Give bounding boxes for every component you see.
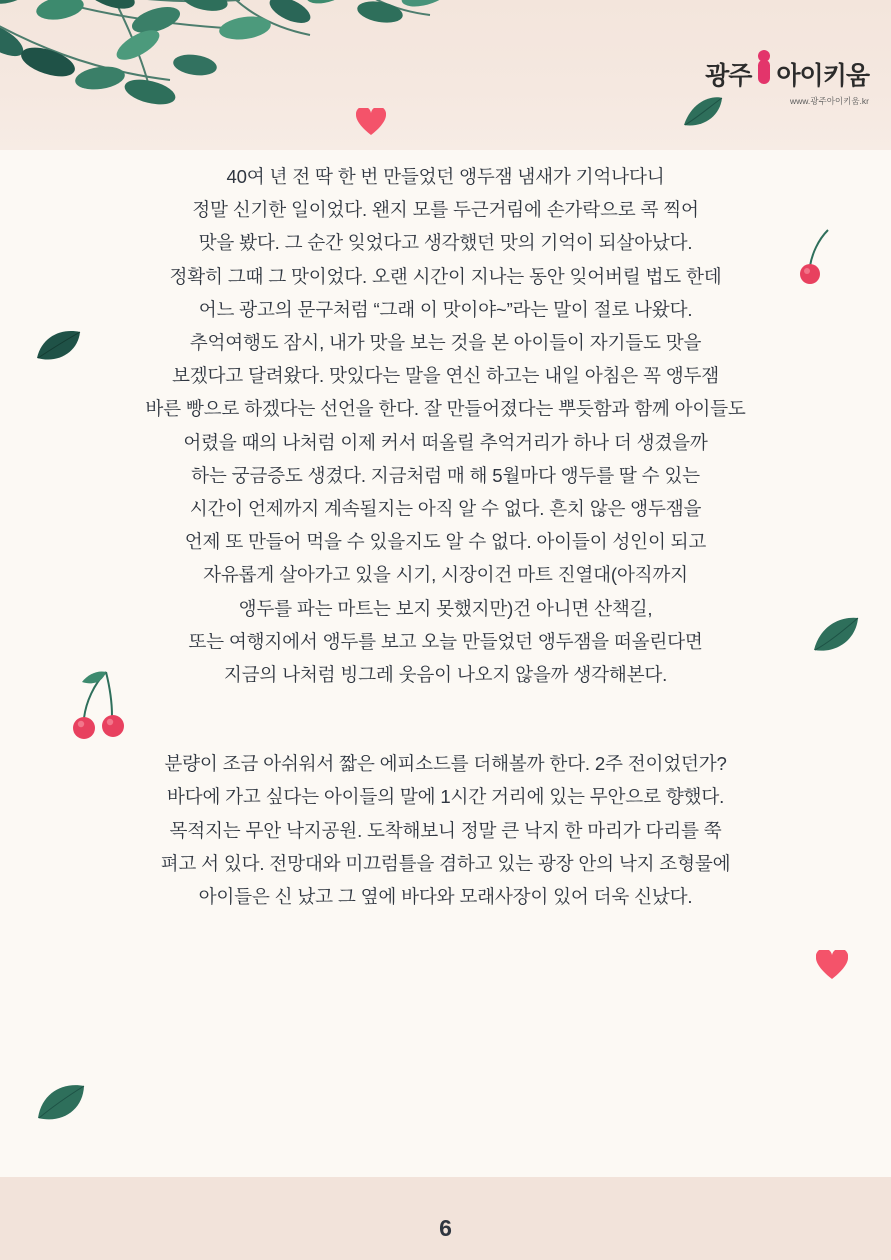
text-line: 앵두를 파는 마트는 보지 못했지만)건 아니면 산책길,	[238, 597, 653, 619]
text-line: 40여 년 전 딱 한 번 만들었던 앵두잼 냄새가 기억나다니	[226, 166, 665, 187]
leaf-icon	[36, 1082, 86, 1124]
text-line: 또는 여행지에서 앵두를 보고 오늘 만들었던 앵두잼을 떠올린다면	[188, 630, 703, 652]
paragraph-2	[0, 747, 891, 913]
text-line: 바다에 가고 싶다는 아이들의 말에 1시간 거리에 있는 무안으로 향했다.	[166, 786, 725, 808]
logo-text-left: 광주	[705, 62, 752, 90]
page-number: 6	[439, 1215, 452, 1241]
text-line: 하는 궁금증도 생겼다. 지금처럼 매 해 5월마다 앵두를 딸 수 있는	[191, 464, 700, 486]
logo-url: www.광주아이키움.kr	[789, 96, 869, 106]
text-line: 언제 또 만들어 먹을 수 있을지도 알 수 없다. 아이들이 성인이 되고	[184, 531, 707, 553]
text-line: 바른 빵으로 하겠다는 선언을 한다. 잘 만들어졌다는 뿌듯함과 함께 아이들도	[145, 398, 746, 420]
article-content	[0, 160, 891, 913]
i-character-icon	[754, 52, 773, 84]
text-line: 분량이 조금 아쉬워서 짧은 에피소드를 더해볼까 한다. 2주 전이었던가?	[164, 753, 727, 775]
text-line: 맛을 봤다. 그 순간 잊었다고 생각했던 맛의 기억이 되살아났다.	[198, 232, 693, 254]
text-line: 추억여행도 잠시, 내가 맛을 보는 것을 본 아이들이 자기들도 맛을	[189, 332, 702, 354]
text-line: 정확히 그때 그 맛이었다. 오랜 시간이 지나는 동안 잊어버릴 법도 한데	[169, 265, 722, 287]
logo-row	[679, 52, 869, 92]
text-line: 펴고 서 있다. 전망대와 미끄럼틀을 겸하고 있는 광장 안의 낙지 조형물에	[160, 852, 731, 874]
paragraph-1	[0, 160, 891, 691]
header-band	[0, 0, 891, 150]
text-line: 어렸을 때의 나처럼 이제 커서 떠올릴 추억거리가 하나 더 생겼을까	[183, 431, 708, 453]
text-line: 정말 신기한 일이었다. 왠지 모를 두근거림에 손가락으로 콕 찍어	[192, 199, 699, 221]
text-line: 시간이 언제까지 계속될지는 아직 알 수 없다. 흔치 않은 앵두잼을	[189, 498, 702, 520]
logo-text-right: 아이키움	[776, 62, 869, 90]
text-line: 보겠다고 달려왔다. 맛있다는 말을 연신 하고는 내일 아침은 꼭 앵두잼	[172, 365, 719, 387]
text-line: 목적지는 무안 낙지공원. 도착해보니 정말 큰 낙지 한 마리가 다리를 쭉	[169, 819, 722, 841]
text-line: 아이들은 신 났고 그 옆에 바다와 모래사장이 있어 더욱 신났다.	[198, 886, 693, 908]
text-line: 지금의 나처럼 빙그레 웃음이 나오지 않을까 생각해본다.	[223, 664, 668, 686]
logo	[679, 52, 869, 114]
text-line: 어느 광고의 문구처럼 “그래 이 맛이야~”라는 말이 절로 나왔다.	[198, 298, 693, 320]
heart-icon	[816, 950, 848, 980]
text-line: 자유롭게 살아가고 있을 시기, 시장이건 마트 진열대(아직까지	[203, 564, 688, 586]
